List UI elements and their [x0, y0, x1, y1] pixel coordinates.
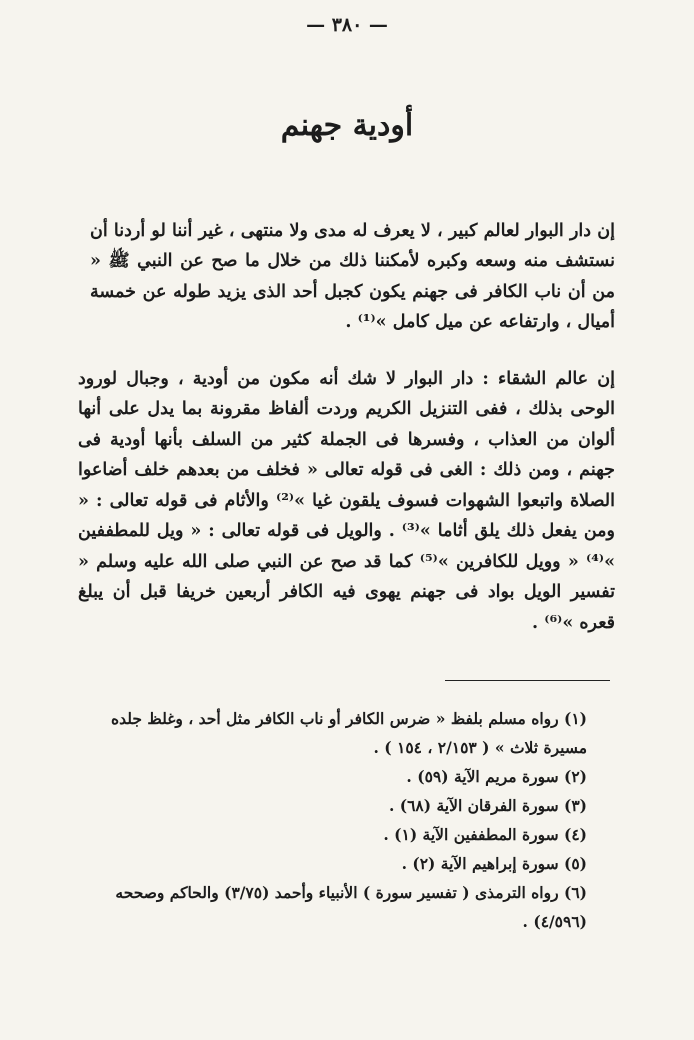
footnote-divider: [445, 680, 610, 681]
footnote-2: (٢) سورة مريم الآية (٥٩) .: [406, 767, 587, 786]
footnote-6: (٦) رواه الترمذى ( تفسير سورة ) الأنبياء وأحمد (٣/٧٥) والحاكم وصححه (٤/٥٩٦) .: [115, 883, 587, 931]
footnote-1: (١) رواه مسلم بلفظ « ضرس الكافر أو ناب الكافر مثل أحد ، وغلظ جلده مسيرة ثلاث » ( ٢/١٥٣ ، ١٥٤ ) .: [111, 709, 587, 757]
paragraph-2: إن عالم الشقاء : دار البوار لا شك أنه مكون من أودية ، وجبال لورود الوحى بذلك ، ففى التنزيل الكريم وردت ألفاظ مقرونة بما يدل على أنها ألوان من العذاب ، وفسرها فى الجملة كثير من السلف بأنها أودية فى جهنم ، ومن ذلك : الغى فى قوله تعالى « فخلف من بعدهم خلف أضاعوا الصلاة واتبعوا الشهوات فسوف يلقون غيا »⁽²⁾ والأثام فى قوله تعالى : « ومن يفعل ذلك يلق أثاما »⁽³⁾ . والويل فى قوله تعالى : « ويل للمطففين »⁽⁴⁾ « وويل للكافرين »⁽⁵⁾ كما قد صح عن النبي صلى الله عليه وسلم « تفسير الويل بواد فى جهنم يهوى فيه الكافر أربعين خريفا قبل أن يبلغ قعره »⁽⁶⁾ .: [78, 368, 616, 633]
footnotes: [78, 704, 615, 936]
footnote-4: (٤) سورة المطففين الآية (١) .: [383, 825, 587, 844]
paragraph-1: إن دار البوار لعالم كبير ، لا يعرف له مدى ولا منتهى ، غير أننا لو أردنا أن نستشف منه وسعه وكبره لأمكننا ذلك من خلال ما صح عن النبي ﷺ « من أن ناب الكافر فى جهنم يكون كجبل أحد الذى يزيد طوله عن خمسة أميال ، وارتفاعه عن ميل كامل »⁽¹⁾ .: [90, 220, 615, 332]
chapter-title: أودية جهنم: [280, 108, 414, 143]
footnote-3: (٣) سورة الفرقان الآية (٦٨) .: [388, 796, 587, 815]
footnote-5: (٥) سورة إبراهيم الآية (٢) .: [401, 854, 587, 873]
page-number: — ٣٨٠ —: [306, 14, 388, 36]
